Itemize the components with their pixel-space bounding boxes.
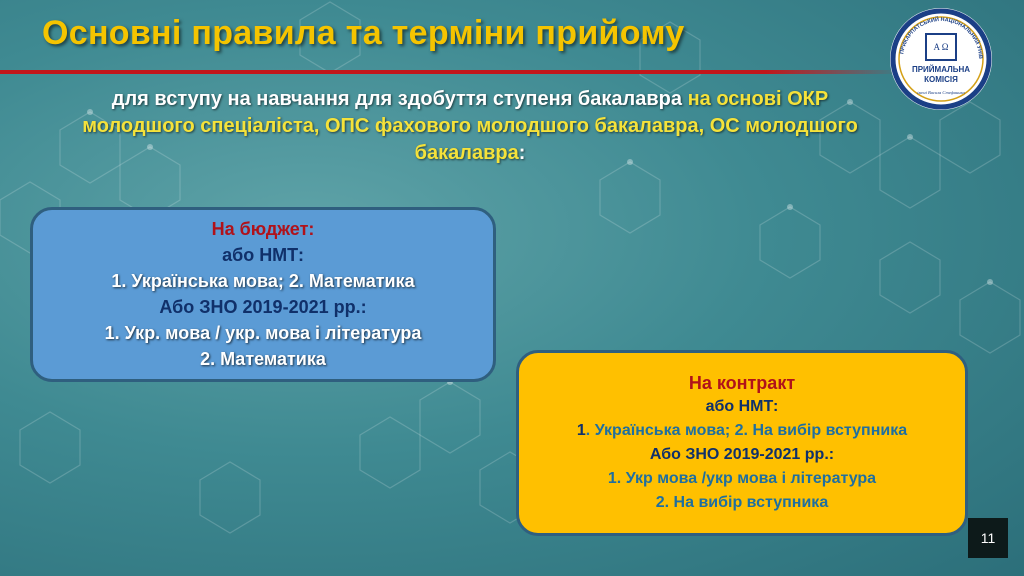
subtitle-highlight: на основі ОКР молодшого спеціаліста, ОПС фахового молодшого бакалавра, ОС молодшого бакалавра [82,88,858,164]
contract-heading: На контракт [688,373,796,393]
contract-box [516,350,968,536]
budget-heading: На бюджет: [211,219,315,239]
contract-nmt-number: 1 [576,422,586,439]
page-title: Основні правила та терміни прийому [42,14,685,52]
admission-committee-logo [888,6,994,112]
budget-zno-label: Або ЗНО 2019-2021 рр.: [159,297,367,317]
budget-nmt-items: 1. Українська мова; 2. Математика [111,271,415,291]
budget-zno-item1: 1. Укр. мова / укр. мова і література [104,323,422,343]
logo-glyphs: Α Ω [933,42,949,52]
logo-line2: КОМІСІЯ [924,75,958,84]
contract-zno-item1: 1. Укр мова /укр мова і література [607,470,877,487]
page-number: 11 [968,518,1008,558]
subtitle-part1: для вступу на навчання для здобуття ступеня бакалавра [111,88,688,110]
budget-zno-item2: 2. Математика [200,349,326,369]
subtitle-part3: : [518,142,526,164]
contract-zno-item2: 2. На вибір вступника [655,494,829,511]
subtitle [60,86,880,167]
logo-bottom-text: імені Василя Стефаника [917,90,965,95]
contract-nmt-text: . Українська мова; 2. На вибір вступника [585,422,908,439]
logo-ring-text: ПРИКАРПАТСЬКИЙ НАЦІОНАЛЬНИЙ УНІВ [899,16,984,60]
title-underline [0,70,900,74]
budget-nmt-label: або НМТ: [222,245,304,265]
logo-line1: ПРИЙМАЛЬНА [911,65,971,74]
budget-box [30,207,496,382]
contract-nmt-items [519,419,965,443]
contract-nmt-label: або НМТ: [705,398,779,415]
contract-zno-label: Або ЗНО 2019-2021 рр.: [649,446,835,463]
